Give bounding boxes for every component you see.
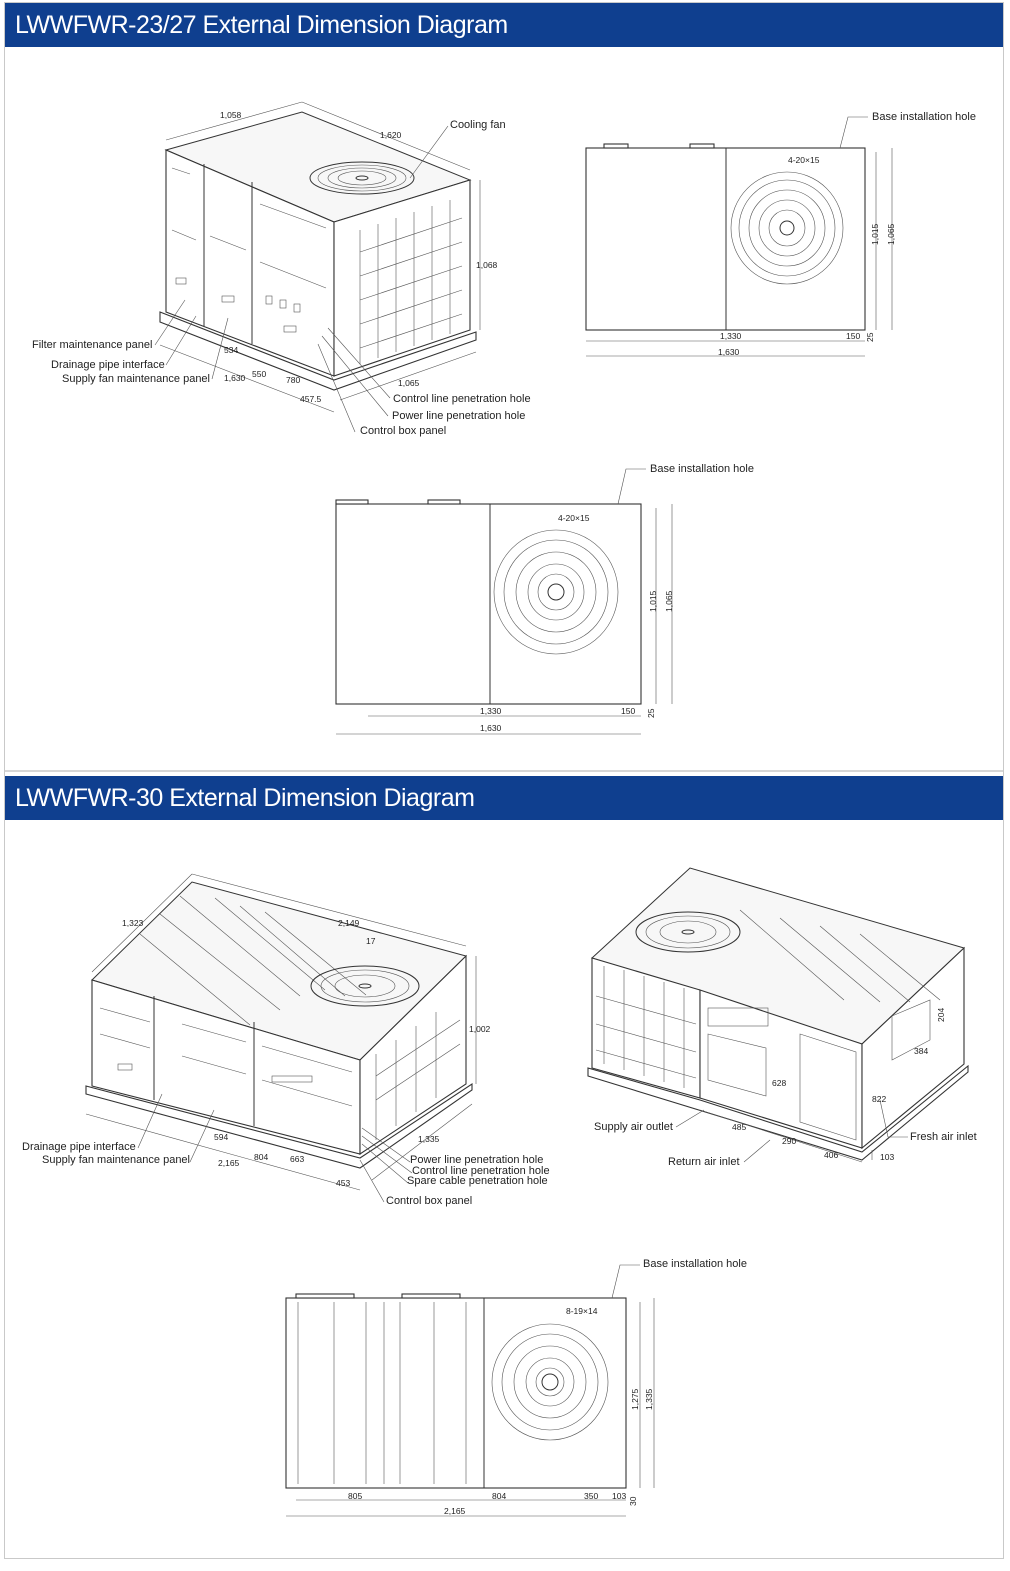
svg-text:1,330: 1,330: [720, 331, 742, 341]
iso-front-30: [86, 874, 476, 1202]
svg-text:4-20×15: 4-20×15: [558, 513, 590, 523]
top-view-30: [286, 1265, 654, 1516]
control-box-label-30: Control box panel: [386, 1195, 473, 1207]
svg-text:534: 534: [224, 345, 239, 355]
supply-fan-label-30: Supply fan maintenance panel: [42, 1154, 190, 1166]
power-line-label-30: Power line penetration hole: [410, 1154, 544, 1166]
control-box-label: Control box panel: [360, 425, 447, 437]
svg-text:25: 25: [646, 708, 656, 718]
svg-text:290: 290: [782, 1136, 797, 1146]
svg-text:1,015: 1,015: [648, 590, 658, 612]
svg-text:2,165: 2,165: [218, 1158, 240, 1168]
svg-text:1,065: 1,065: [886, 223, 896, 245]
svg-text:1,630: 1,630: [718, 347, 740, 357]
svg-text:2,149: 2,149: [338, 918, 360, 928]
svg-text:1,065: 1,065: [664, 590, 674, 612]
svg-text:1,620: 1,620: [380, 130, 402, 140]
section-title: LWWFWR-30 External Dimension Diagram: [15, 784, 475, 812]
svg-text:628: 628: [772, 1078, 787, 1088]
control-line-label: Control line penetration hole: [393, 393, 531, 405]
svg-text:350: 350: [584, 1491, 599, 1501]
cooling-fan-label: Cooling fan: [450, 119, 506, 131]
svg-text:384: 384: [914, 1046, 929, 1056]
svg-text:594: 594: [214, 1132, 229, 1142]
power-line-label: Power line penetration hole: [392, 410, 526, 422]
svg-text:457.5: 457.5: [300, 394, 322, 404]
svg-text:1,068: 1,068: [476, 260, 498, 270]
svg-text:1,275: 1,275: [630, 1388, 640, 1410]
svg-text:822: 822: [872, 1094, 887, 1104]
svg-text:663: 663: [290, 1154, 305, 1164]
svg-text:25: 25: [865, 332, 875, 342]
svg-text:804: 804: [492, 1491, 507, 1501]
fresh-air-label: Fresh air inlet: [910, 1131, 977, 1143]
svg-text:1,323: 1,323: [122, 918, 144, 928]
svg-text:30: 30: [628, 1496, 638, 1506]
svg-text:2,165: 2,165: [444, 1506, 466, 1516]
svg-text:1,002: 1,002: [469, 1024, 491, 1034]
svg-text:1,630: 1,630: [224, 373, 246, 383]
svg-text:804: 804: [254, 1152, 269, 1162]
svg-text:453: 453: [336, 1178, 351, 1188]
svg-text:17: 17: [366, 936, 376, 946]
svg-text:103: 103: [880, 1152, 895, 1162]
svg-text:103: 103: [612, 1491, 627, 1501]
drainage-label-30: Drainage pipe interface: [22, 1141, 136, 1153]
base-hole-label-2: Base installation hole: [650, 463, 754, 475]
base-hole-label-30: Base installation hole: [643, 1258, 747, 1270]
svg-text:1,058: 1,058: [220, 110, 242, 120]
svg-text:406: 406: [824, 1150, 839, 1160]
svg-text:780: 780: [286, 375, 301, 385]
iso-back-30: [588, 868, 968, 1162]
supply-air-label: Supply air outlet: [594, 1121, 673, 1133]
svg-text:204: 204: [936, 1007, 946, 1022]
svg-text:485: 485: [732, 1122, 747, 1132]
filter-panel-label: Filter maintenance panel: [32, 339, 153, 351]
svg-text:8-19×14: 8-19×14: [566, 1306, 598, 1316]
control-line-label-30: Control line penetration hole: [412, 1165, 550, 1177]
top-view-23-27-b: [336, 469, 672, 734]
svg-text:1,015: 1,015: [870, 223, 880, 245]
svg-text:1,330: 1,330: [480, 706, 502, 716]
svg-text:1,335: 1,335: [644, 1388, 654, 1410]
svg-text:1,630: 1,630: [480, 723, 502, 733]
drainage-label: Drainage pipe interface: [51, 359, 165, 371]
return-air-label: Return air inlet: [668, 1156, 740, 1168]
svg-text:1,335: 1,335: [418, 1134, 440, 1144]
svg-text:805: 805: [348, 1491, 363, 1501]
top-view-23-27: [586, 117, 892, 356]
supply-fan-label: Supply fan maintenance panel: [62, 373, 210, 385]
svg-text:150: 150: [846, 331, 861, 341]
svg-text:1,065: 1,065: [398, 378, 420, 388]
section-title: LWWFWR-23/27 External Dimension Diagram: [15, 11, 508, 39]
svg-text:550: 550: [252, 369, 267, 379]
svg-text:4-20×15: 4-20×15: [788, 155, 820, 165]
spare-cable-label: Spare cable penetration hole: [407, 1175, 548, 1187]
svg-text:150: 150: [621, 706, 636, 716]
base-hole-label: Base installation hole: [872, 111, 976, 123]
